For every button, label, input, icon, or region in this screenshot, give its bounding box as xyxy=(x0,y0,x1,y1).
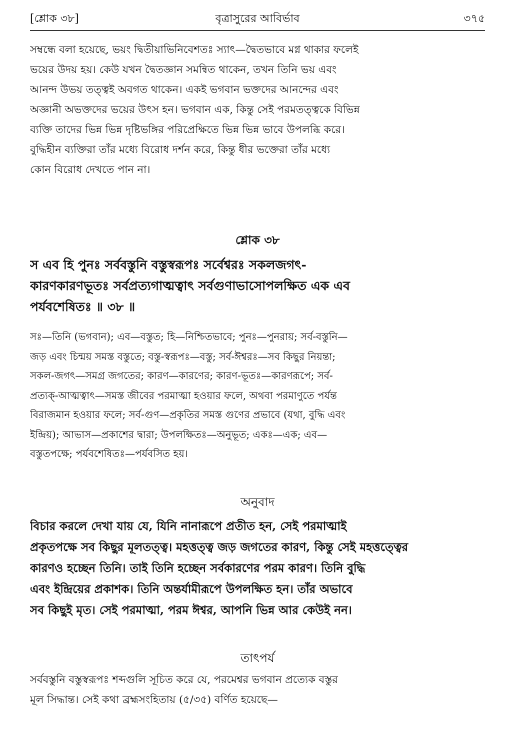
page-number: ৩৭৫ xyxy=(463,12,485,25)
chapter-title: বৃত্রাসুরের আবির্ভাব xyxy=(215,12,300,25)
synonym-line: বস্তুতপক্ষে; পর্যবশেষিতঃ—পর্যবসিত হয়। xyxy=(30,449,188,460)
purport-heading: তাৎপর্য xyxy=(240,651,275,665)
translation-line: প্রকৃতপক্ষে সব কিছুর মূলতত্ত্ব। মহত্তত্ত্ব জড় জগতের কারণ, কিন্তু সেই মহত্তত্ত্বের xyxy=(30,540,409,554)
verse-reference: [শ্লোক ৩৮] xyxy=(30,12,79,25)
verse-line: স এব হি পুনঃ সর্ববস্তুনি বস্তুস্বরূপঃ সর্বেশ্বরঃ সকলজগৎ- xyxy=(30,257,307,272)
purport-paragraph xyxy=(30,670,485,710)
synonym-line: প্রত্যক্-আত্মত্বাৎ—সমস্ত জীবের পরমাত্মা হওয়ার ফলে, অথবা পরমাণুতে পর্যন্ত xyxy=(30,390,337,402)
text-line: ব্যক্তি তাদের ভিন্ন ভিন্ন দৃষ্টিভঙ্গির পরিপ্রেক্ষিতে ভিন্ন ভিন্ন ভাবে উপলব্ধি করে। xyxy=(30,124,345,136)
translation-line: সব কিছুই মৃত। সেই পরমাত্মা, পরম ঈশ্বর, আপনি ভিন্ন আর কেউই নন। xyxy=(30,603,352,617)
synonym-line: বিরাজমান হওয়ার ফলে; সর্ব-গুণ—প্রকৃতির সমস্ত গুণের প্রভাবে (যথা, বুদ্ধি এবং xyxy=(30,410,346,421)
synonym-line: ইন্দ্রিয়); আভাস—প্রকাশের দ্বারা; উপলক্ষিতঃ—অনুভূত; একঃ—এক; এব— xyxy=(30,429,328,441)
translation-line: এবং ইন্দ্রিয়ের প্রকাশক। তিনি অন্তর্যামীরূপে উপলক্ষিত হন। তাঁর অভাবে xyxy=(30,582,353,596)
translation-line: বিচার করলে দেখা যায় যে, যিনি নানারূপে প্রতীত হন, সেই পরমাত্মাই xyxy=(30,519,347,533)
translation-line: কারণও হচ্ছেন তিনি। তাই তিনি হচ্ছেন সর্বকারণের পরম কারণ। তিনি বুদ্ধি xyxy=(30,561,366,575)
purport-line: মূল সিদ্ধান্ত। সেই কথা ব্রহ্মসংহিতায় (৫/৩৫) বর্ণিত হয়েছে— xyxy=(30,694,278,706)
synonym-line: জড় এবং চিন্ময় সমস্ত বস্তুতে; বস্তু-স্বরূপঃ—বস্তু; সর্ব-ঈশ্বরঃ—সব কিছুর নিয়ন্তা; xyxy=(30,351,336,363)
purport-line: সর্ববস্তুনি বস্তুস্বরূপঃ শব্দগুলি সূচিত করে যে, পরমেশ্বর ভগবান প্রত্যেক বস্তুর xyxy=(30,674,338,686)
page-header xyxy=(30,10,485,26)
text-line: অজ্ঞানী অভক্তদের ভয়ের উৎস হন। ভগবান এক, কিন্তু সেই পরমতত্ত্বকে বিভিন্ন xyxy=(30,104,360,116)
header-rule xyxy=(30,30,485,31)
intro-paragraph xyxy=(30,40,485,180)
synonyms-paragraph xyxy=(30,328,485,465)
text-line: সম্বন্ধে বলা হয়েছে, ভয়ং দ্বিতীয়াভিনিবেশতঃ স্যাৎ—দ্বৈতভাবে মগ্ন থাকার ফলেই xyxy=(30,44,359,56)
synonym-line: সকল-জগৎ—সমগ্র জগতের; কারণ—কারণের; কারণ-ভূতঃ—কারণরূপে; সর্ব- xyxy=(30,371,333,382)
verse-line: পর্যবশেষিতঃ ॥ ৩৮ ॥ xyxy=(30,299,136,314)
text-line: বুদ্ধিহীন ব্যক্তিরা তাঁর মধ্যে বিরোধ দর্শন করে, কিন্তু ধীর ভক্তেরা তাঁর মধ্যে xyxy=(30,144,331,156)
verse-heading: শ্লোক ৩৮ xyxy=(235,233,280,247)
text-line: কোন বিরোধ দেখতে পান না। xyxy=(30,164,151,176)
translation-paragraph xyxy=(30,516,485,621)
text-line: ভয়ের উদয় হয়। কেউ যখন দ্বৈতজ্ঞান সমন্বিত থাকেন, তখন তিনি ভয় এবং xyxy=(30,64,337,76)
sanskrit-verse xyxy=(30,254,485,317)
text-line: আনন্দ উভয় তত্ত্বই অবগত থাকেন। একই ভগবান ভক্তদের আনন্দের এবং xyxy=(30,84,339,96)
verse-line: কারণকারণভূতঃ সর্বপ্রত্যগাত্মত্বাৎ সর্বগুণাভাসোপলক্ষিত এক এব xyxy=(30,278,350,293)
translation-heading: অনুবাদ xyxy=(240,495,275,509)
synonym-line: সঃ—তিনি (ভগবান); এব—বস্তুত; হি—নিশ্চিতভাবে; পুনঃ—পুনরায়; সর্ব-বস্তুনি— xyxy=(30,332,348,343)
